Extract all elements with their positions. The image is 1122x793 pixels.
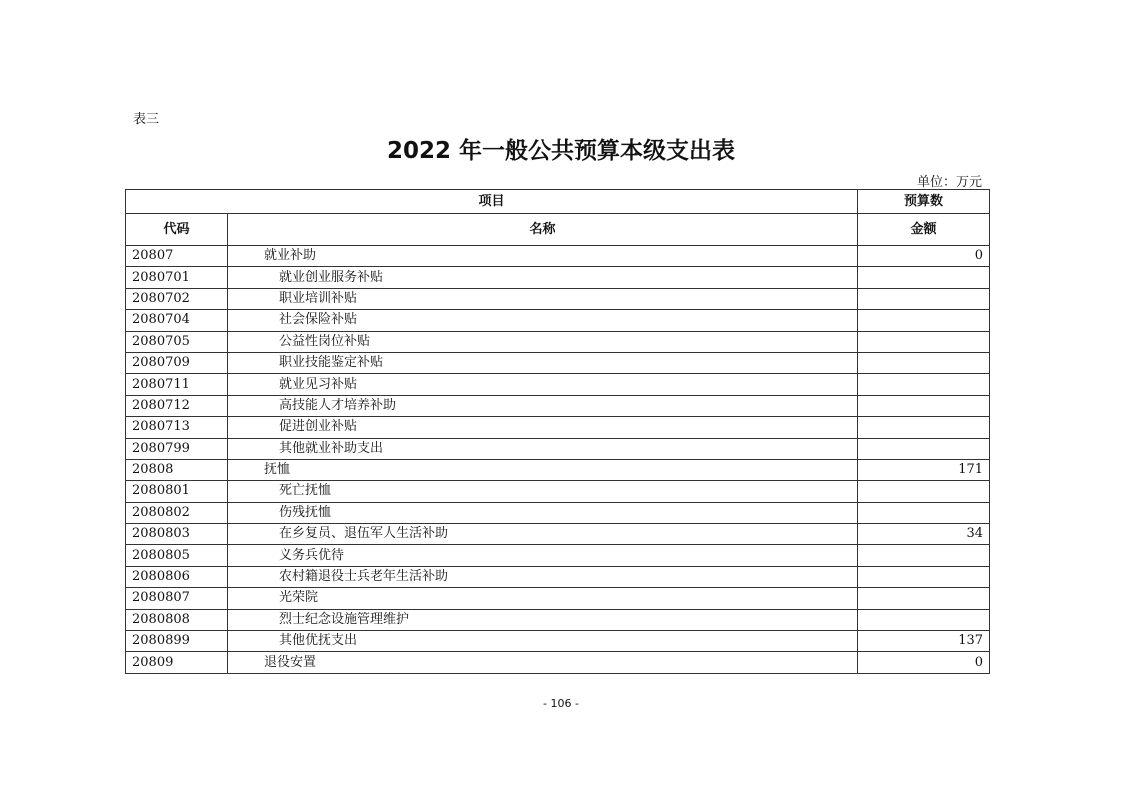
row-amount — [858, 288, 990, 309]
row-amount — [858, 566, 990, 587]
row-name: 农村籍退役士兵老年生活补助 — [228, 566, 858, 587]
row-amount — [858, 502, 990, 523]
table-row — [126, 331, 990, 352]
row-amount — [858, 438, 990, 459]
row-amount — [858, 374, 990, 395]
header-item: 项目 — [126, 190, 858, 214]
row-amount: 137 — [858, 631, 990, 652]
row-code: 2080807 — [126, 588, 228, 609]
row-code: 2080705 — [126, 331, 228, 352]
row-name: 在乡复员、退伍军人生活补助 — [228, 524, 858, 545]
row-name: 烈士纪念设施管理维护 — [228, 609, 858, 630]
table-row — [126, 438, 990, 459]
table-label: 表三 — [133, 112, 160, 127]
row-code: 2080899 — [126, 631, 228, 652]
row-code: 2080808 — [126, 609, 228, 630]
row-amount — [858, 395, 990, 416]
row-code: 20809 — [126, 652, 228, 673]
row-code: 2080712 — [126, 395, 228, 416]
row-name: 就业创业服务补贴 — [228, 267, 858, 288]
row-code: 2080806 — [126, 566, 228, 587]
row-amount — [858, 588, 990, 609]
page-number: - 106 - — [543, 697, 579, 710]
table-row — [126, 545, 990, 566]
row-name: 其他优抚支出 — [228, 631, 858, 652]
row-name: 高技能人才培养补助 — [228, 395, 858, 416]
table-row — [126, 566, 990, 587]
row-amount — [858, 331, 990, 352]
row-code: 2080713 — [126, 417, 228, 438]
header-code: 代码 — [126, 214, 228, 246]
row-amount: 0 — [858, 246, 990, 267]
row-code: 20807 — [126, 246, 228, 267]
table-row — [126, 631, 990, 652]
row-code: 2080711 — [126, 374, 228, 395]
row-code: 2080709 — [126, 352, 228, 373]
row-code: 20808 — [126, 459, 228, 480]
page-title: 2022 年一般公共预算本级支出表 — [386, 138, 736, 164]
table-row — [126, 267, 990, 288]
row-amount — [858, 609, 990, 630]
table-row — [126, 310, 990, 331]
row-name: 伤残抚恤 — [228, 502, 858, 523]
row-amount — [858, 310, 990, 331]
header-amount: 金额 — [858, 214, 990, 246]
row-name: 光荣院 — [228, 588, 858, 609]
row-name: 抚恤 — [228, 459, 858, 480]
row-code: 2080702 — [126, 288, 228, 309]
row-code: 2080701 — [126, 267, 228, 288]
row-name: 职业技能鉴定补贴 — [228, 352, 858, 373]
table-row — [126, 395, 990, 416]
row-name: 就业见习补贴 — [228, 374, 858, 395]
row-amount: 0 — [858, 652, 990, 673]
table-row — [126, 459, 990, 480]
header-row-1 — [126, 190, 990, 214]
row-name: 退役安置 — [228, 652, 858, 673]
row-name: 就业补助 — [228, 246, 858, 267]
row-name: 促进创业补贴 — [228, 417, 858, 438]
row-amount: 171 — [858, 459, 990, 480]
table-row — [126, 502, 990, 523]
budget-table — [125, 189, 990, 674]
unit-note: 单位：万元 — [916, 175, 982, 190]
row-amount — [858, 545, 990, 566]
row-code: 2080704 — [126, 310, 228, 331]
row-amount — [858, 267, 990, 288]
table-row — [126, 524, 990, 545]
table-row — [126, 374, 990, 395]
row-amount — [858, 352, 990, 373]
table-row — [126, 481, 990, 502]
table-row — [126, 288, 990, 309]
header-row-2 — [126, 214, 990, 246]
table-row — [126, 352, 990, 373]
header-budget: 预算数 — [858, 190, 990, 214]
row-name: 死亡抚恤 — [228, 481, 858, 502]
table-row — [126, 652, 990, 673]
row-name: 公益性岗位补贴 — [228, 331, 858, 352]
row-code: 2080801 — [126, 481, 228, 502]
table-row — [126, 417, 990, 438]
row-code: 2080799 — [126, 438, 228, 459]
row-name: 其他就业补助支出 — [228, 438, 858, 459]
header-name: 名称 — [228, 214, 858, 246]
row-code: 2080805 — [126, 545, 228, 566]
row-amount — [858, 417, 990, 438]
row-code: 2080802 — [126, 502, 228, 523]
table-row — [126, 609, 990, 630]
row-amount: 34 — [858, 524, 990, 545]
row-code: 2080803 — [126, 524, 228, 545]
table-row — [126, 246, 990, 267]
table-row — [126, 588, 990, 609]
row-amount — [858, 481, 990, 502]
row-name: 社会保险补贴 — [228, 310, 858, 331]
row-name: 职业培训补贴 — [228, 288, 858, 309]
row-name: 义务兵优待 — [228, 545, 858, 566]
table-body — [126, 246, 990, 674]
